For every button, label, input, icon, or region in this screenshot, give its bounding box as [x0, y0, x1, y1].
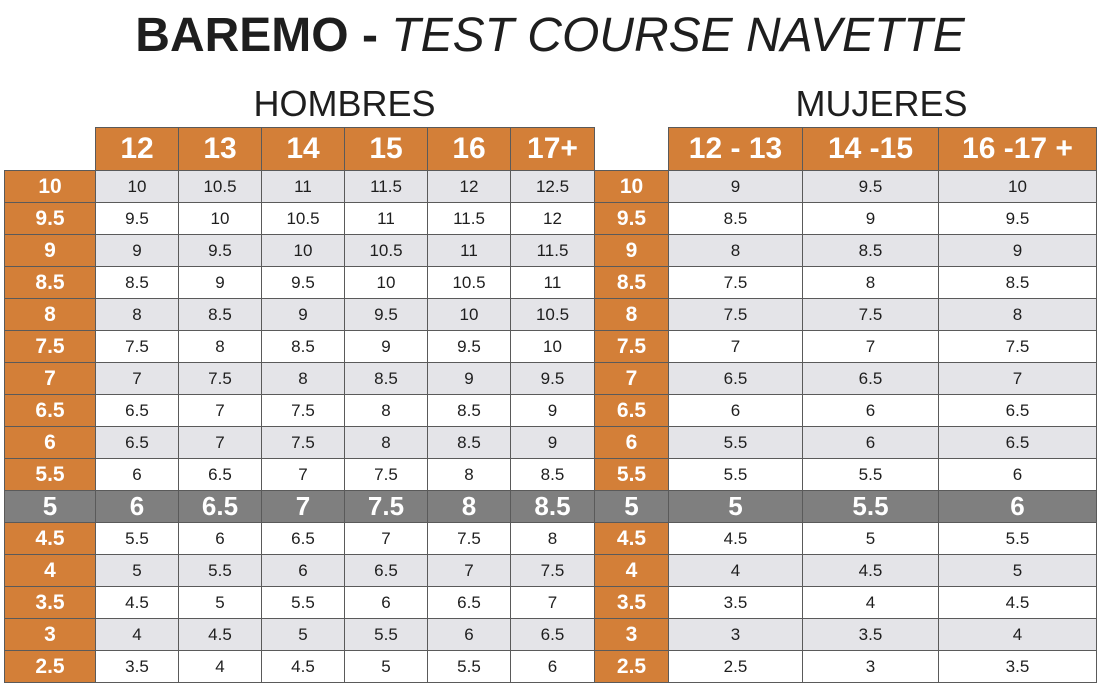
mujeres-table-cell: 8 — [939, 299, 1097, 331]
hombres-score-label: 7.5 — [5, 331, 96, 363]
hombres-table-cell: 11 — [511, 267, 595, 299]
hombres-table-cell: 10 — [96, 171, 179, 203]
hombres-table-row — [5, 267, 595, 299]
hombres-table-cell: 10.5 — [428, 267, 511, 299]
mujeres-table-row — [595, 203, 1097, 235]
mujeres-table-cell: 3.5 — [939, 651, 1097, 683]
hombres-age-header: 15 — [345, 128, 428, 171]
hombres-table-cell: 12.5 — [511, 171, 595, 203]
mujeres-table-cell: 3 — [669, 619, 803, 651]
hombres-table-cell: 9.5 — [428, 331, 511, 363]
hombres-table-cell: 7 — [428, 555, 511, 587]
hombres-score-label: 3.5 — [5, 587, 96, 619]
hombres-table-row — [5, 171, 595, 203]
hombres-table-cell: 7 — [262, 459, 345, 491]
mujeres-table-cell: 9 — [939, 235, 1097, 267]
hombres-table-cell: 8 — [179, 331, 262, 363]
hombres-score-label: 9 — [5, 235, 96, 267]
mujeres-table-cell: 6.5 — [669, 363, 803, 395]
hombres-table-row — [5, 203, 595, 235]
hombres-score-label: 6.5 — [5, 395, 96, 427]
hombres-table-cell: 7 — [511, 587, 595, 619]
hombres-score-label: 7 — [5, 363, 96, 395]
mujeres-table-cell: 6 — [669, 395, 803, 427]
title-bold: BAREMO - — [135, 9, 378, 62]
mujeres-table-row — [595, 171, 1097, 203]
mujeres-table-cell: 9 — [669, 171, 803, 203]
hombres-table-row — [5, 619, 595, 651]
mujeres-score-label: 9.5 — [595, 203, 669, 235]
hombres-table-row — [5, 523, 595, 555]
mujeres-table-cell: 8 — [803, 267, 939, 299]
hombres-table-cell: 8.5 — [428, 427, 511, 459]
mujeres-score-label: 10 — [595, 171, 669, 203]
hombres-table-cell: 7.5 — [262, 427, 345, 459]
hombres-table-cell: 9.5 — [345, 299, 428, 331]
mujeres-score-label: 7.5 — [595, 331, 669, 363]
hombres-score-label: 6 — [5, 427, 96, 459]
hombres-table-cell: 7.5 — [96, 331, 179, 363]
mujeres-score-label: 8 — [595, 299, 669, 331]
hombres-table-cell: 4.5 — [96, 587, 179, 619]
hombres-table-cell: 7.5 — [345, 459, 428, 491]
hombres-table-cell: 6.5 — [179, 459, 262, 491]
mujeres-table-cell: 8 — [669, 235, 803, 267]
hombres-table-cell: 6 — [96, 459, 179, 491]
mujeres-table-cell: 8.5 — [803, 235, 939, 267]
hombres-table-cell: 6 — [511, 651, 595, 683]
hombres-table-cell: 6.5 — [96, 427, 179, 459]
hombres-table-cell: 10 — [428, 299, 511, 331]
mujeres-table-cell: 7 — [803, 331, 939, 363]
mujeres-table-cell: 4 — [669, 555, 803, 587]
hombres-table-cell: 5 — [262, 619, 345, 651]
hombres-table-cell: 6 — [345, 587, 428, 619]
mujeres-table-cell: 3.5 — [803, 619, 939, 651]
mujeres-table — [594, 127, 1097, 683]
mujeres-table-cell: 4 — [939, 619, 1097, 651]
mujeres-table-row — [595, 427, 1097, 459]
mujeres-table-row — [595, 363, 1097, 395]
mujeres-table-row — [595, 523, 1097, 555]
hombres-table-cell: 6.5 — [96, 395, 179, 427]
mujeres-age-header: 14 -15 — [803, 128, 939, 171]
hombres-table-cell: 8 — [428, 459, 511, 491]
hombres-table-cell: 10 — [262, 235, 345, 267]
hombres-table-cell: 7 — [262, 491, 345, 523]
hombres-table-cell: 5.5 — [262, 587, 345, 619]
hombres-table-row — [5, 235, 595, 267]
mujeres-score-label: 4 — [595, 555, 669, 587]
hombres-header-row — [5, 128, 595, 171]
hombres-table-row — [5, 427, 595, 459]
mujeres-table-cell: 9 — [803, 203, 939, 235]
hombres-table-cell: 10 — [179, 203, 262, 235]
hombres-table-cell: 11 — [262, 171, 345, 203]
hombres-table-cell: 5 — [345, 651, 428, 683]
hombres-table-cell: 8.5 — [96, 267, 179, 299]
mujeres-header-row — [595, 128, 1097, 171]
hombres-table-cell: 8.5 — [511, 459, 595, 491]
hombres-table-cell: 12 — [511, 203, 595, 235]
mujeres-table-row — [595, 235, 1097, 267]
hombres-table-cell: 4 — [96, 619, 179, 651]
mujeres-table-cell: 7.5 — [669, 299, 803, 331]
hombres-table-row — [5, 459, 595, 491]
hombres-heading: HOMBRES — [253, 83, 436, 124]
hombres-table-row — [5, 331, 595, 363]
hombres-table-cell: 10 — [345, 267, 428, 299]
hombres-table-cell: 6 — [96, 491, 179, 523]
mujeres-table-row — [595, 555, 1097, 587]
hombres-age-header: 13 — [179, 128, 262, 171]
hombres-table-cell: 9 — [262, 299, 345, 331]
mujeres-score-label: 6 — [595, 427, 669, 459]
mujeres-age-header: 16 -17 + — [939, 128, 1097, 171]
mujeres-table-cell: 3 — [803, 651, 939, 683]
hombres-table-cell: 9 — [179, 267, 262, 299]
mujeres-table-cell: 4.5 — [939, 587, 1097, 619]
hombres-score-label: 8 — [5, 299, 96, 331]
hombres-age-header: 16 — [428, 128, 511, 171]
hombres-table-cell: 8 — [96, 299, 179, 331]
mujeres-table-cell: 6 — [803, 395, 939, 427]
hombres-table-cell: 9 — [96, 235, 179, 267]
hombres-table-cell: 7 — [96, 363, 179, 395]
mujeres-table-cell: 4 — [803, 587, 939, 619]
mujeres-table-cell: 5 — [669, 491, 803, 523]
hombres-table-cell: 7.5 — [179, 363, 262, 395]
hombres-table-cell: 6.5 — [511, 619, 595, 651]
mujeres-table-cell: 5.5 — [939, 523, 1097, 555]
hombres-table-cell: 8 — [262, 363, 345, 395]
mujeres-table-cell: 7 — [939, 363, 1097, 395]
mujeres-table-cell: 6 — [939, 459, 1097, 491]
hombres-table-cell: 6.5 — [262, 523, 345, 555]
hombres-table-cell: 5 — [96, 555, 179, 587]
hombres-table-row — [5, 299, 595, 331]
hombres-table-cell: 9.5 — [262, 267, 345, 299]
hombres-table-cell: 5.5 — [345, 619, 428, 651]
hombres-table-row — [5, 491, 595, 523]
hombres-table-cell: 8 — [511, 523, 595, 555]
hombres-table-row — [5, 363, 595, 395]
mujeres-table-cell: 6 — [939, 491, 1097, 523]
mujeres-table-cell: 4.5 — [803, 555, 939, 587]
hombres-table-cell: 4.5 — [262, 651, 345, 683]
mujeres-table-cell: 6.5 — [939, 427, 1097, 459]
hombres-table-cell: 6.5 — [179, 491, 262, 523]
mujeres-table-cell: 5 — [803, 523, 939, 555]
hombres-table-cell: 5.5 — [428, 651, 511, 683]
hombres-table-cell: 6 — [428, 619, 511, 651]
hombres-table — [4, 127, 595, 683]
mujeres-table-cell: 5.5 — [803, 491, 939, 523]
mujeres-score-label: 2.5 — [595, 651, 669, 683]
hombres-table-cell: 9 — [428, 363, 511, 395]
hombres-score-label: 9.5 — [5, 203, 96, 235]
mujeres-table-cell: 5.5 — [669, 427, 803, 459]
hombres-score-label: 5 — [5, 491, 96, 523]
hombres-table-cell: 8.5 — [428, 395, 511, 427]
hombres-score-label: 4 — [5, 555, 96, 587]
hombres-table-cell: 8.5 — [179, 299, 262, 331]
mujeres-table-cell: 6.5 — [939, 395, 1097, 427]
hombres-score-label: 10 — [5, 171, 96, 203]
hombres-table-cell: 8.5 — [511, 491, 595, 523]
page-title — [0, 0, 1100, 70]
hombres-table-cell: 8 — [345, 427, 428, 459]
hombres-table-cell: 4 — [179, 651, 262, 683]
hombres-table-cell: 9 — [345, 331, 428, 363]
hombres-table-cell: 8.5 — [345, 363, 428, 395]
hombres-table-cell: 11.5 — [345, 171, 428, 203]
hombres-score-label: 8.5 — [5, 267, 96, 299]
mujeres-table-row — [595, 587, 1097, 619]
mujeres-score-label: 5.5 — [595, 459, 669, 491]
mujeres-table-cell: 9.5 — [803, 171, 939, 203]
hombres-table-row — [5, 587, 595, 619]
hombres-table-cell: 6 — [262, 555, 345, 587]
mujeres-score-label: 3.5 — [595, 587, 669, 619]
hombres-table-cell: 11 — [428, 235, 511, 267]
mujeres-table-cell: 6.5 — [803, 363, 939, 395]
mujeres-table-cell: 7.5 — [803, 299, 939, 331]
mujeres-table-cell: 7 — [669, 331, 803, 363]
mujeres-table-cell: 4.5 — [669, 523, 803, 555]
hombres-table-cell: 9.5 — [179, 235, 262, 267]
hombres-score-label: 2.5 — [5, 651, 96, 683]
hombres-table-cell: 11.5 — [511, 235, 595, 267]
hombres-table-cell: 5.5 — [179, 555, 262, 587]
mujeres-score-label: 3 — [595, 619, 669, 651]
mujeres-table-cell: 7.5 — [939, 331, 1097, 363]
mujeres-table-row — [595, 459, 1097, 491]
mujeres-table-cell: 5.5 — [669, 459, 803, 491]
hombres-table-cell: 9.5 — [96, 203, 179, 235]
hombres-table-cell: 7 — [179, 395, 262, 427]
hombres-table-cell: 8.5 — [262, 331, 345, 363]
title-italic: TEST COURSE NAVETTE — [391, 9, 965, 62]
hombres-table-row — [5, 555, 595, 587]
mujeres-table-row — [595, 267, 1097, 299]
mujeres-score-label: 6.5 — [595, 395, 669, 427]
hombres-table-cell: 11.5 — [428, 203, 511, 235]
hombres-corner-blank — [5, 128, 96, 171]
mujeres-table-cell: 5.5 — [803, 459, 939, 491]
mujeres-table-cell: 9.5 — [939, 203, 1097, 235]
hombres-score-label: 3 — [5, 619, 96, 651]
hombres-table-cell: 9.5 — [511, 363, 595, 395]
hombres-table-cell: 9 — [511, 427, 595, 459]
mujeres-table-cell: 6 — [803, 427, 939, 459]
hombres-table-cell: 6.5 — [345, 555, 428, 587]
hombres-table-cell: 6 — [179, 523, 262, 555]
mujeres-score-label: 9 — [595, 235, 669, 267]
hombres-table-cell: 5 — [179, 587, 262, 619]
mujeres-table-row — [595, 619, 1097, 651]
hombres-table-cell: 10.5 — [179, 171, 262, 203]
hombres-table-cell: 7 — [345, 523, 428, 555]
hombres-table-cell: 7 — [179, 427, 262, 459]
mujeres-score-label: 7 — [595, 363, 669, 395]
mujeres-table-cell: 7.5 — [669, 267, 803, 299]
mujeres-table-cell: 3.5 — [669, 587, 803, 619]
hombres-score-label: 5.5 — [5, 459, 96, 491]
hombres-table-cell: 10.5 — [345, 235, 428, 267]
hombres-age-header: 12 — [96, 128, 179, 171]
hombres-table-cell: 4.5 — [179, 619, 262, 651]
hombres-table-cell: 7.5 — [262, 395, 345, 427]
hombres-age-header: 17+ — [511, 128, 595, 171]
hombres-table-cell: 10.5 — [262, 203, 345, 235]
hombres-table-cell: 3.5 — [96, 651, 179, 683]
hombres-age-header: 14 — [262, 128, 345, 171]
mujeres-score-label: 4.5 — [595, 523, 669, 555]
hombres-table-cell: 10.5 — [511, 299, 595, 331]
hombres-table-cell: 11 — [345, 203, 428, 235]
mujeres-table-cell: 8.5 — [669, 203, 803, 235]
mujeres-table-row — [595, 491, 1097, 523]
mujeres-table-row — [595, 299, 1097, 331]
mujeres-table-cell: 2.5 — [669, 651, 803, 683]
hombres-table-row — [5, 395, 595, 427]
hombres-table-cell: 8 — [345, 395, 428, 427]
mujeres-table-cell: 8.5 — [939, 267, 1097, 299]
hombres-table-cell: 5.5 — [96, 523, 179, 555]
hombres-table-cell: 8 — [428, 491, 511, 523]
hombres-table-cell: 7.5 — [511, 555, 595, 587]
mujeres-heading: MUJERES — [795, 83, 968, 124]
hombres-table-cell: 7.5 — [345, 491, 428, 523]
hombres-table-cell: 9 — [511, 395, 595, 427]
mujeres-table-row — [595, 331, 1097, 363]
mujeres-table-cell: 10 — [939, 171, 1097, 203]
mujeres-score-label: 8.5 — [595, 267, 669, 299]
hombres-table-cell: 7.5 — [428, 523, 511, 555]
mujeres-table-row — [595, 395, 1097, 427]
hombres-table-cell: 6.5 — [428, 587, 511, 619]
mujeres-corner-blank — [595, 128, 669, 171]
hombres-score-label: 4.5 — [5, 523, 96, 555]
mujeres-table-cell: 5 — [939, 555, 1097, 587]
hombres-table-cell: 12 — [428, 171, 511, 203]
mujeres-score-label: 5 — [595, 491, 669, 523]
hombres-table-cell: 10 — [511, 331, 595, 363]
mujeres-age-header: 12 - 13 — [669, 128, 803, 171]
